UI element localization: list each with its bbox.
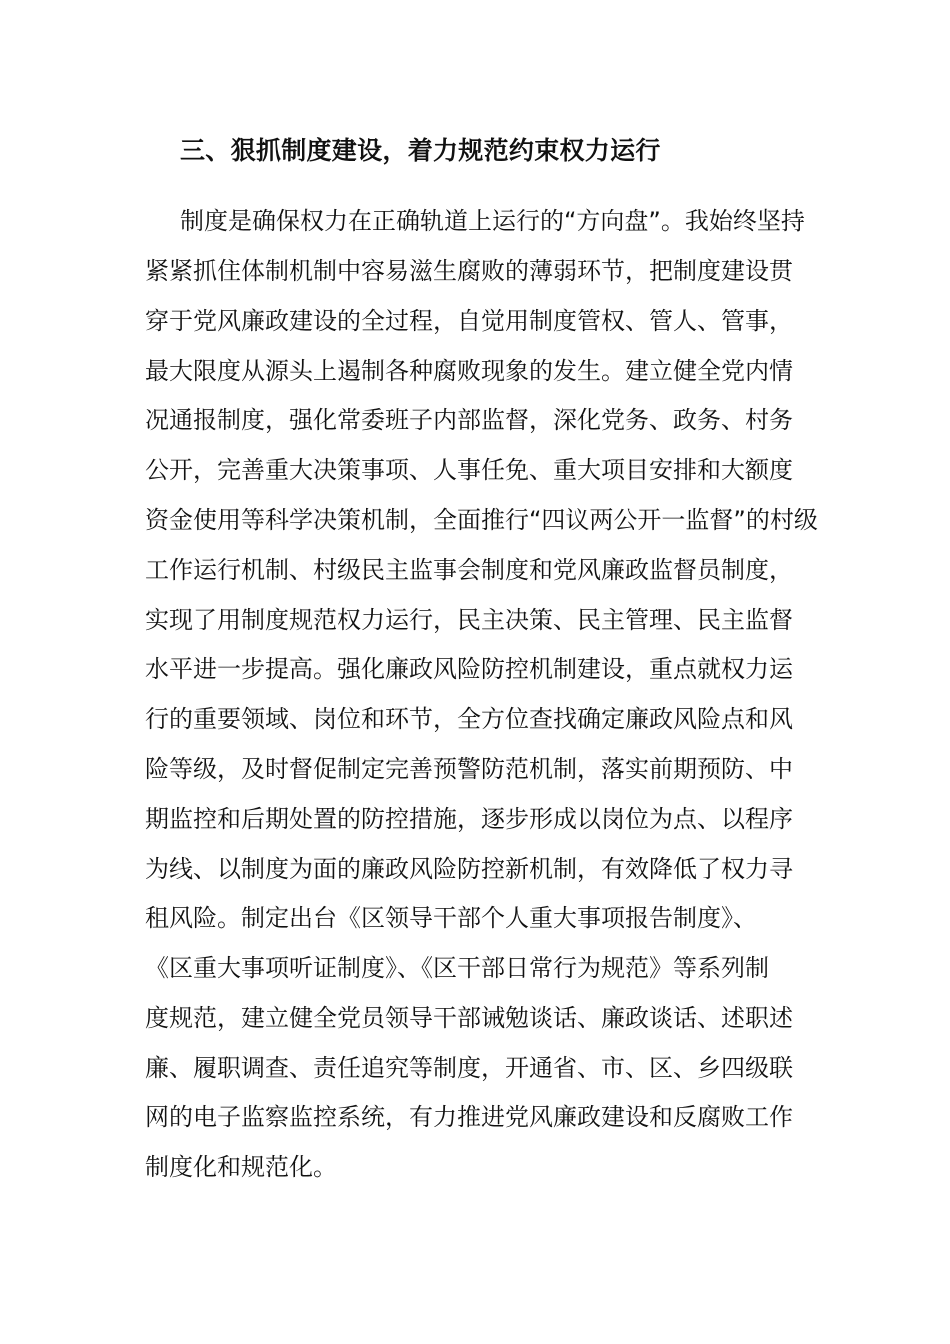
paragraph-line: 水平进一步提高。强化廉政风险防控机制建设，重点就权力运 bbox=[145, 655, 793, 683]
paragraph-line: 为线、以制度为面的廉政风险防控新机制，有效降低了权力寻 bbox=[145, 855, 793, 883]
paragraph-line: 最大限度从源头上遏制各种腐败现象的发生。建立健全党内情 bbox=[145, 357, 793, 385]
paragraph-line: 紧紧抓住体制机制中容易滋生腐败的薄弱环节，把制度建设贯 bbox=[145, 257, 793, 285]
paragraph-line: 工作运行机制、村级民主监事会制度和党风廉政监督员制度， bbox=[145, 556, 793, 584]
paragraph-line: 实现了用制度规范权力运行，民主决策、民主管理、民主监督 bbox=[145, 606, 793, 634]
paragraph-line: 穿于党风廉政建设的全过程，自觉用制度管权、管人、管事， bbox=[145, 307, 793, 335]
paragraph-line: 资金使用等科学决策机制，全面推行“四议两公开一监督”的村级 bbox=[145, 506, 818, 534]
paragraph-line: 行的重要领域、岗位和环节，全方位查找确定廉政风险点和风 bbox=[145, 705, 793, 733]
paragraph-line: 制度化和规范化。 bbox=[145, 1153, 337, 1181]
paragraph-line: 况通报制度，强化常委班子内部监督，深化党务、政务、村务 bbox=[145, 406, 793, 434]
paragraph-line: 制度是确保权力在正确轨道上运行的“方向盘”。我始终坚持 bbox=[180, 207, 805, 235]
section-heading: 三、狠抓制度建设，着力规范约束权力运行 bbox=[180, 136, 661, 165]
paragraph-line: 险等级，及时督促制定完善预警防范机制，落实前期预防、中 bbox=[145, 755, 793, 783]
paragraph-line: 廉、履职调查、责任追究等制度，开通省、市、区、乡四级联 bbox=[145, 1054, 793, 1082]
paragraph-line: 公开，完善重大决策事项、人事任免、重大项目安排和大额度 bbox=[145, 456, 793, 484]
paragraph-line: 租风险。制定出台《区领导干部个人重大事项报告制度》、 bbox=[145, 904, 757, 932]
paragraph-line: 《区重大事项听证制度》、《区干部日常行为规范》等系列制 bbox=[145, 954, 769, 982]
paragraph-line: 度规范，建立健全党员领导干部诫勉谈话、廉政谈话、述职述 bbox=[145, 1004, 793, 1032]
paragraph-line: 期监控和后期处置的防控措施，逐步形成以岗位为点、以程序 bbox=[145, 805, 793, 833]
paragraph-line: 网的电子监察监控系统，有力推进党风廉政建设和反腐败工作 bbox=[145, 1103, 793, 1131]
